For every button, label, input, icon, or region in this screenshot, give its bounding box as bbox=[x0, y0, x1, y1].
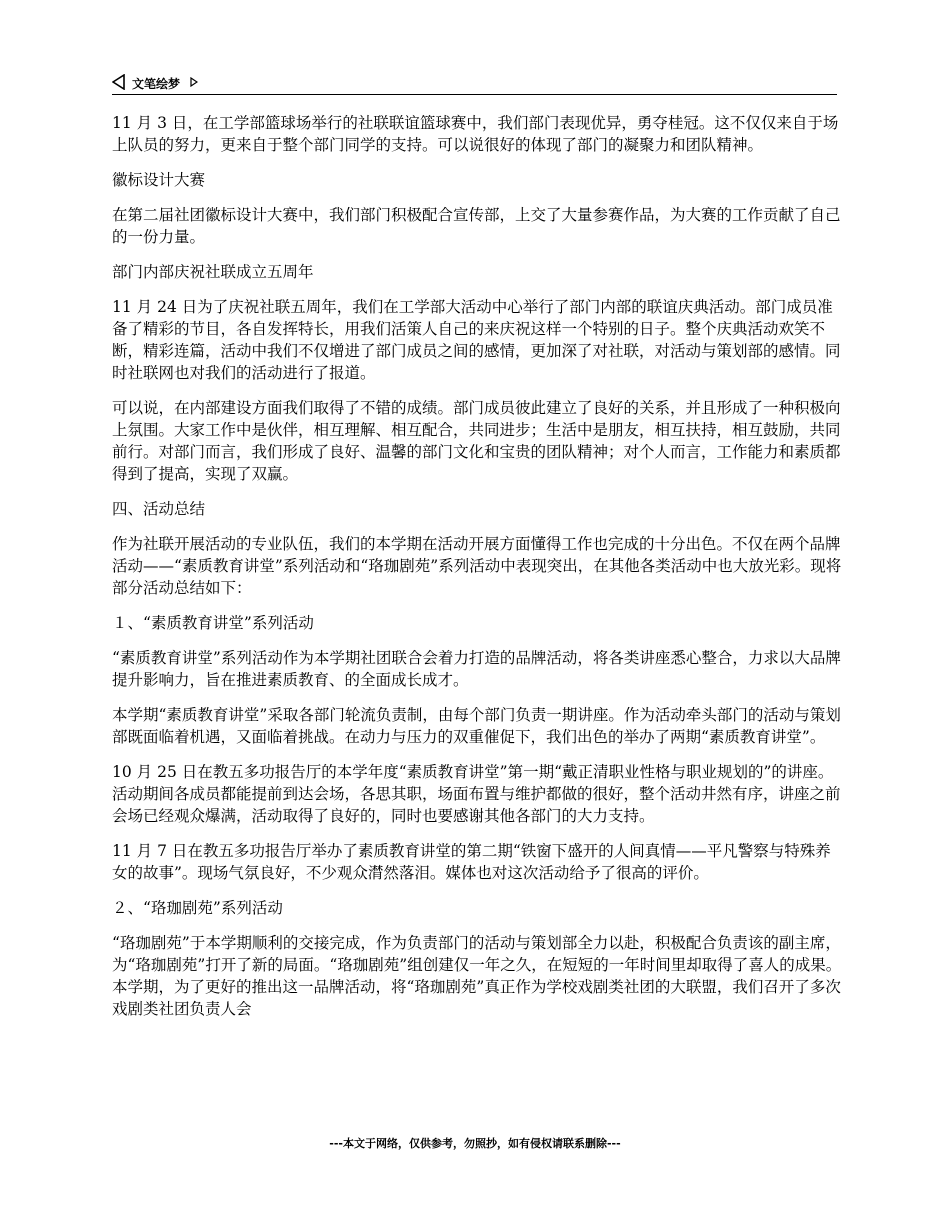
heading-quality-lecture: １、“素质教育讲堂”系列活动 bbox=[112, 614, 314, 632]
paragraph-luojia-theater: “珞珈剧苑”于本学期顺利的交接完成，作为负责部门的活动与策划部全力以赴，积极配合负责该的副主席，为“珞珈剧苑”打开了新的局面。“珞珈剧苑”组创建仅一年之久，在短短的一年时间里却取得了喜人的成果。本学期，为了更好的推出这一品牌活动，将“珞珈剧苑”真正作为学校戏剧类社团的大联盟，我们召开了多次戏剧类社团负责人会 bbox=[112, 934, 842, 1018]
paragraph-quality-lecture-intro: “素质教育讲堂”系列活动作为本学期社团联合会着力打造的品牌活动，将各类讲座悉心整合，力求以大品牌提升影响力，旨在推进素质教育、的全面成长成才。 bbox=[112, 649, 841, 689]
paragraph-anniversary: 11 月 24 日为了庆祝社联五周年，我们在工学部大活动中心举行了部门内部的联谊庆典活动。部门成员准备了精彩的节目，各自发挥特长，用我们活策人自己的来庆祝这样一个特别的日子。整个庆典活动欢笑不断，精彩连篇，活动中我们不仅增进了部门成员之间的感情，更加深了对社联，对活动与策划部的感情。同时社联网也对我们的活动进行了报道。 bbox=[112, 298, 841, 382]
paragraph-basketball: 11 月 3 日，在工学部篮球场举行的社联联谊篮球赛中，我们部门表现优异，勇夺桂冠。这不仅仅来自于场上队员的努力，更来自于整个部门同学的支持。可以说很好的体现了部门的凝聚力和团队精神。 bbox=[112, 114, 839, 154]
right-triangle-icon bbox=[190, 76, 198, 90]
brand-logo bbox=[112, 74, 198, 92]
paragraph-lecture-two: 11 月 7 日在教五多功报告厅举办了素质教育讲堂的第二期“铁窗下盛开的人间真情——平凡警察与特殊养女的故事”。现场气氛良好，不少观众潸然落泪。媒体也对这次活动给予了很高的评价。 bbox=[112, 842, 831, 882]
paragraph-lecture-one: 10 月 25 日在教五多功报告厅的本学年度“素质教育讲堂”第一期“戴正清职业性格与职业规划的”的讲座。活动期间各成员都能提前到达会场，各思其职，场面布置与维护都做的很好，整个活动井然有序，讲座之前会场已经观众爆满，活动取得了良好的，同时也要感谢其他各部门的大力支持。 bbox=[112, 763, 841, 825]
paragraph-quality-lecture-system: 本学期“素质教育讲堂”采取各部门轮流负责制，由每个部门负责一期讲座。作为活动牵头部门的活动与策划部既面临着机遇，又面临着挑战。在动力与压力的双重催促下，我们出色的举办了两期“素质教育讲堂”。 bbox=[112, 706, 841, 746]
brand-name: 文笔绘梦 bbox=[132, 76, 181, 91]
heading-anniversary: 部门内部庆祝社联成立五周年 bbox=[112, 263, 314, 281]
heading-activity-summary: 四、活动总结 bbox=[112, 500, 206, 518]
paragraph-summary-intro: 作为社联开展活动的专业队伍，我们的本学期在活动开展方面懂得工作也完成的十分出色。不仅在两个品牌活动——“素质教育讲堂”系列活动和“珞珈剧苑”系列活动中表现突出，在其他各类活动中也大放光彩。现将部分活动总结如下： bbox=[112, 535, 842, 597]
paragraph-logo-contest: 在第二届社团徽标设计大赛中，我们部门积极配合宣传部，上交了大量参赛作品，为大赛的工作贡献了自己的一份力量。 bbox=[112, 206, 841, 246]
paragraph-internal-building: 可以说，在内部建设方面我们取得了不错的成绩。部门成员彼此建立了良好的关系，并且形成了一种积极向上氛围。大家工作中是伙伴，相互理解、相互配合，共同进步；生活中是朋友，相互扶持，相互鼓励，共同前行。对部门而言，我们形成了良好、温馨的部门文化和宝贵的团队精神；对个人而言，工作能力和素质都得到了提高，实现了双赢。 bbox=[112, 399, 841, 483]
page-header bbox=[112, 70, 837, 95]
left-triangle-icon bbox=[112, 74, 126, 93]
document-body bbox=[112, 112, 842, 1033]
heading-logo-contest: 徽标设计大赛 bbox=[112, 171, 206, 189]
heading-luojia-theater: ２、“珞珈剧苑”系列活动 bbox=[112, 899, 283, 917]
page-footer: ---本文于网络，仅供参考，勿照抄，如有侵权请联系删除--- bbox=[329, 1137, 621, 1150]
